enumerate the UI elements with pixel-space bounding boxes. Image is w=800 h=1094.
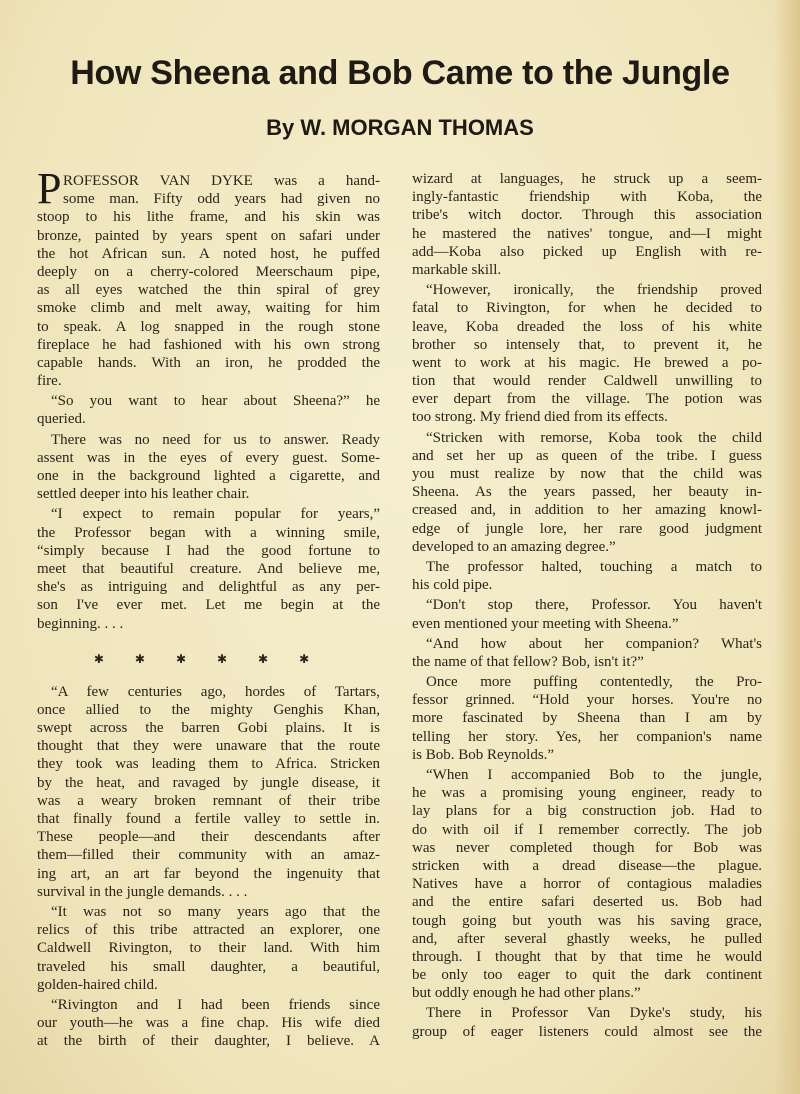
- byline-container: [0, 112, 800, 144]
- text-line: be only too eager to quit the dark continent: [412, 967, 762, 984]
- text-line: some man. Fifty odd years had given no: [63, 191, 380, 208]
- text-line: as all eyes watched the thin spiral of grey: [37, 282, 380, 299]
- text-line: ROFESSOR VAN DYKE was a hand-: [63, 173, 380, 189]
- text-column-right: [412, 170, 762, 1043]
- text-line: swept across the barren Gobi plains. It is: [37, 720, 380, 737]
- text-line: add—Koba also picked up English with re-: [412, 243, 762, 260]
- text-line: “When I accompanied Bob to the jungle,: [426, 767, 762, 783]
- text-line: fire.: [37, 373, 62, 390]
- text-line: stoop to his lithe frame, and his skin was: [37, 209, 380, 226]
- text-line: “A few centuries ago, hordes of Tartars,: [51, 683, 380, 700]
- text-line: bronze, painted by years spent on safari under: [37, 227, 380, 244]
- paragraph: [412, 170, 762, 279]
- text-line: deeply on a cherry-colored Meerschaum pipe,: [37, 263, 380, 280]
- text-line: leave, Koba dreaded the loss of his white: [412, 318, 762, 335]
- text-line: ingly-fantastic friendship with Koba, the: [412, 189, 762, 206]
- text-line: you must realize by now that the child was: [412, 466, 762, 482]
- text-line: wizard at languages, he struck up a seem-: [412, 171, 762, 187]
- text-line: meet that beautiful creature. And believe me,: [37, 560, 380, 577]
- text-line: they took was leading them to Africa. Stricken: [37, 756, 380, 773]
- text-line: he mastered the natives' tongue, and—I might: [412, 225, 762, 242]
- text-line: telling her story. Yes, her companion's name: [412, 728, 762, 745]
- text-line: she's as intriguing and delightful as any per-: [37, 579, 380, 596]
- text-line: ever depart from the village. The potion was: [412, 391, 762, 408]
- text-line: fatal to Rivington, for when he decided to: [412, 300, 762, 317]
- text-line: “simply because I had the good fortune to: [37, 542, 380, 559]
- text-line: ing art, an art far beyond the ingenuity that: [37, 865, 380, 882]
- text-line: Caldwell Rivington, to their land. With him: [37, 940, 380, 957]
- paragraph: [412, 635, 762, 671]
- text-line: fireplace he had fashioned with his own strong: [37, 336, 380, 353]
- text-line: creased and, in addition to her amazing knowl-: [412, 502, 762, 519]
- text-line: too strong. My friend died from its effects.: [412, 409, 668, 426]
- text-line: beginning. . . .: [37, 615, 124, 632]
- text-line: and, after several ghastly weeks, he pulled: [412, 930, 762, 947]
- text-line: is Bob. Bob Reynolds.”: [412, 746, 555, 763]
- text-line: more fascinated by Sheena than I am by: [412, 710, 762, 727]
- text-line: the name of that fellow? Bob, isn't it?”: [412, 653, 644, 670]
- text-line: but oddly enough he had other plans.”: [412, 985, 641, 1002]
- paragraph: [412, 429, 762, 556]
- text-line: his cold pipe.: [412, 577, 493, 594]
- text-line: the Professor began with a winning smile,: [37, 524, 380, 541]
- text-line: fessor grinned. “Hold your horses. You're no: [412, 692, 762, 709]
- text-line: at the birth of their daughter, I believe. A: [37, 1033, 380, 1050]
- text-line: “However, ironically, the friendship proved: [426, 282, 762, 299]
- story-header: [0, 46, 800, 100]
- author-byline: By W. MORGAN THOMAS: [266, 115, 534, 140]
- text-line: “Don't stop there, Professor. You haven't: [426, 597, 762, 614]
- text-line: There in Professor Van Dyke's study, his: [426, 1005, 762, 1022]
- text-line: Natives have a horror of contagious maladies: [412, 876, 762, 893]
- text-line: capable hands. With an iron, he prodded the: [37, 354, 380, 371]
- text-line: relics of this tribe attracted an explorer, one: [37, 922, 380, 939]
- text-line: that finally found a fertile valley to settle in.: [37, 811, 380, 827]
- text-line: was never completed though for Bob was: [412, 839, 762, 856]
- text-line: one in the background lighted a cigarette, and: [37, 468, 380, 484]
- text-column-left: [37, 164, 380, 1052]
- text-line: through. I thought that by that time he would: [412, 948, 762, 965]
- text-line: “So you want to hear about Sheena?” he: [51, 393, 380, 410]
- text-line: to speak. A log snapped in the rough stone: [37, 318, 380, 335]
- text-line: developed to an amazing degree.”: [412, 538, 616, 555]
- text-line: even mentioned your meeting with Sheena.”: [412, 615, 679, 632]
- text-line: traveled his small daughter, a beautiful,: [37, 958, 380, 975]
- text-line: group of eager listeners could almost see the: [412, 1023, 762, 1040]
- text-line: tribe's witch doctor. Through this association: [412, 207, 762, 224]
- text-line: the hot African sun. A noted host, he puffed: [37, 245, 380, 262]
- text-line: “Stricken with remorse, Koba took the child: [426, 429, 762, 446]
- paragraph: [412, 558, 762, 594]
- text-line: survival in the jungle demands. . . .: [37, 883, 248, 900]
- text-line: “I expect to remain popular for years,”: [51, 506, 380, 523]
- paragraph: [412, 766, 762, 1002]
- text-line: “And how about her companion? What's: [426, 635, 762, 652]
- text-line: tion that would render Caldwell unwilling to: [412, 373, 762, 390]
- text-line: These people—and their descendants after: [37, 829, 380, 846]
- text-line: smoke climb and melt away, waiting for him: [37, 300, 380, 317]
- paragraph: [37, 164, 380, 390]
- text-line: by the heat, and ravaged by jungle disease, it: [37, 774, 380, 791]
- text-line: tough going but youth was his saving grace,: [412, 912, 762, 929]
- text-line: do with oil if I remember correctly. The job: [412, 821, 762, 838]
- section-separator-asterisks: ✱ ✱ ✱ ✱ ✱ ✱: [93, 651, 324, 666]
- text-line: he was a promising young engineer, ready to: [412, 785, 762, 802]
- text-line: went to work at his magic. He brewed a po-: [412, 354, 762, 371]
- text-line: queried.: [37, 411, 86, 428]
- drop-cap: P: [37, 164, 62, 213]
- text-line: once allied to the mighty Genghis Khan,: [37, 701, 380, 718]
- text-line: “It was not so many years ago that the: [51, 903, 380, 920]
- paragraph: [37, 903, 380, 994]
- text-line: was a weary broken remnant of their tribe: [37, 792, 380, 809]
- text-line: our youth—he was a fine chap. His wife died: [37, 1015, 380, 1032]
- text-line: assent was in the eyes of every guest. Some-: [37, 449, 380, 466]
- text-line: and the entire safari deserted us. Bob had: [412, 894, 762, 911]
- text-line: them—filled their community with an amaz-: [37, 847, 380, 864]
- paragraph: [37, 431, 380, 504]
- paragraph: [412, 596, 762, 632]
- text-line: golden-haired child.: [37, 976, 158, 993]
- paragraph: [37, 505, 380, 632]
- page-edge-shadow: [774, 0, 800, 1094]
- text-line: lay plans for a big construction job. Had to: [412, 803, 762, 820]
- text-line: Once more puffing contentedly, the Pro-: [426, 674, 762, 691]
- text-line: There was no need for us to answer. Ready: [51, 431, 380, 448]
- text-line: edge of jungle lore, her rare good judgment: [412, 520, 762, 537]
- paragraph: [37, 996, 380, 1051]
- text-line: brother so intensely that, to prevent it, he: [412, 336, 762, 353]
- paragraph: [412, 281, 762, 427]
- paragraph: [412, 673, 762, 764]
- text-line: The professor halted, touching a match to: [426, 558, 762, 575]
- text-line: markable skill.: [412, 261, 502, 278]
- paragraph: [37, 683, 380, 901]
- text-line: settled deeper into his leather chair.: [37, 486, 250, 503]
- paragraph: [37, 392, 380, 428]
- text-line: stricken with a dread disease—the plague.: [412, 857, 762, 874]
- text-line: and set her up as queen of the tribe. I guess: [412, 447, 762, 464]
- text-line: thought that they were unaware that the route: [37, 738, 380, 755]
- paragraph: [412, 1004, 762, 1040]
- text-line: son I've ever met. Let me begin at the: [37, 597, 380, 614]
- story-title: How Sheena and Bob Came to the Jungle: [70, 54, 730, 92]
- text-line: “Rivington and I had been friends since: [51, 996, 380, 1013]
- text-line: Sheena. As the years passed, her beauty in-: [412, 484, 762, 501]
